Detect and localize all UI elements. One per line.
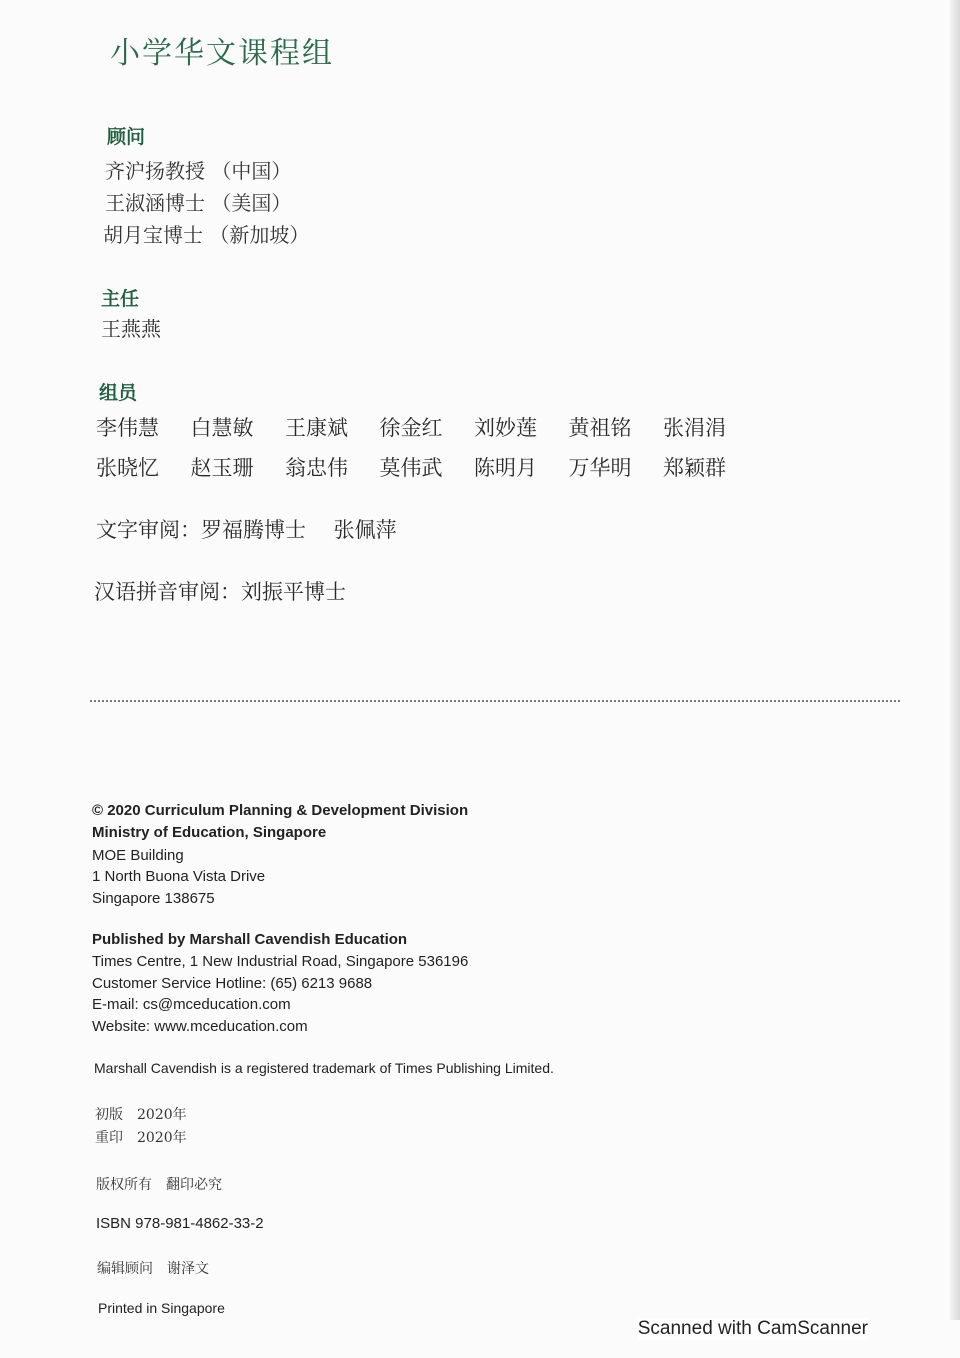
member-name: 张涓涓 [663,416,726,440]
reprint: 重印 2020年 [95,1130,187,1146]
member-name: 陈明月 [474,456,537,480]
member-name: 万华明 [568,456,632,480]
advisor-item: 王淑涵博士 （美国） [105,191,292,215]
member-name: 王康斌 [285,416,348,440]
publisher-line: Published by Marshall Cavendish Education [92,931,408,948]
member-name: 张晓忆 [96,456,159,480]
member-name: 白慧敏 [190,416,254,440]
advisor-item: 齐沪扬教授 （中国） [105,159,292,183]
dotted-divider [90,700,900,702]
advisor-item: 胡月宝博士 （新加坡） [103,223,310,247]
member-name: 黄祖铭 [568,416,632,440]
advisors-heading: 顾问 [107,126,146,148]
isbn: ISBN 978-981-4862-33-2 [96,1215,264,1232]
member-name: 郑颖群 [663,456,726,480]
page-title: 小学华文课程组 [110,36,334,71]
publisher-line: Customer Service Hotline: (65) 6213 9688 [92,975,373,992]
rights-notice: 版权所有 翻印必究 [96,1177,222,1193]
director-name: 王燕燕 [101,317,161,341]
publisher-line: Times Centre, 1 New Industrial Road, Singapore 536196 [92,953,469,970]
copyright-line: MOE Building [92,847,184,864]
page-edge-shadow [950,0,960,1320]
text-review: 文字审阅：罗福腾博士 张佩萍 [96,518,397,542]
printed-in: Printed in Singapore [98,1300,225,1316]
member-name: 莫伟武 [379,456,443,480]
publisher-email: E-mail: cs@mceducation.com [92,996,291,1013]
member-name: 徐金红 [379,416,443,440]
copyright-line: 1 North Buona Vista Drive [92,868,266,885]
editor-credit: 编辑顾问 谢泽文 [97,1261,209,1277]
director-heading: 主任 [101,288,140,310]
member-name: 李伟慧 [96,416,159,440]
copyright-line: Singapore 138675 [92,890,215,907]
members-heading: 组员 [99,382,138,404]
member-name: 刘妙莲 [474,416,537,440]
member-name: 赵玉珊 [190,456,254,480]
copyright-line: Ministry of Education, Singapore [92,824,327,841]
member-name: 翁忠伟 [285,456,348,480]
pinyin-review: 汉语拼音审阅：刘振平博士 [94,580,346,604]
scanner-watermark: Scanned with CamScanner [637,1318,868,1339]
publisher-website: Website: www.mceducation.com [92,1018,308,1035]
first-edition: 初版 2020年 [95,1107,187,1123]
trademark-note: Marshall Cavendish is a registered trademark of Times Publishing Limited. [94,1060,554,1076]
copyright-line: © 2020 Curriculum Planning & Development Division [92,802,469,819]
